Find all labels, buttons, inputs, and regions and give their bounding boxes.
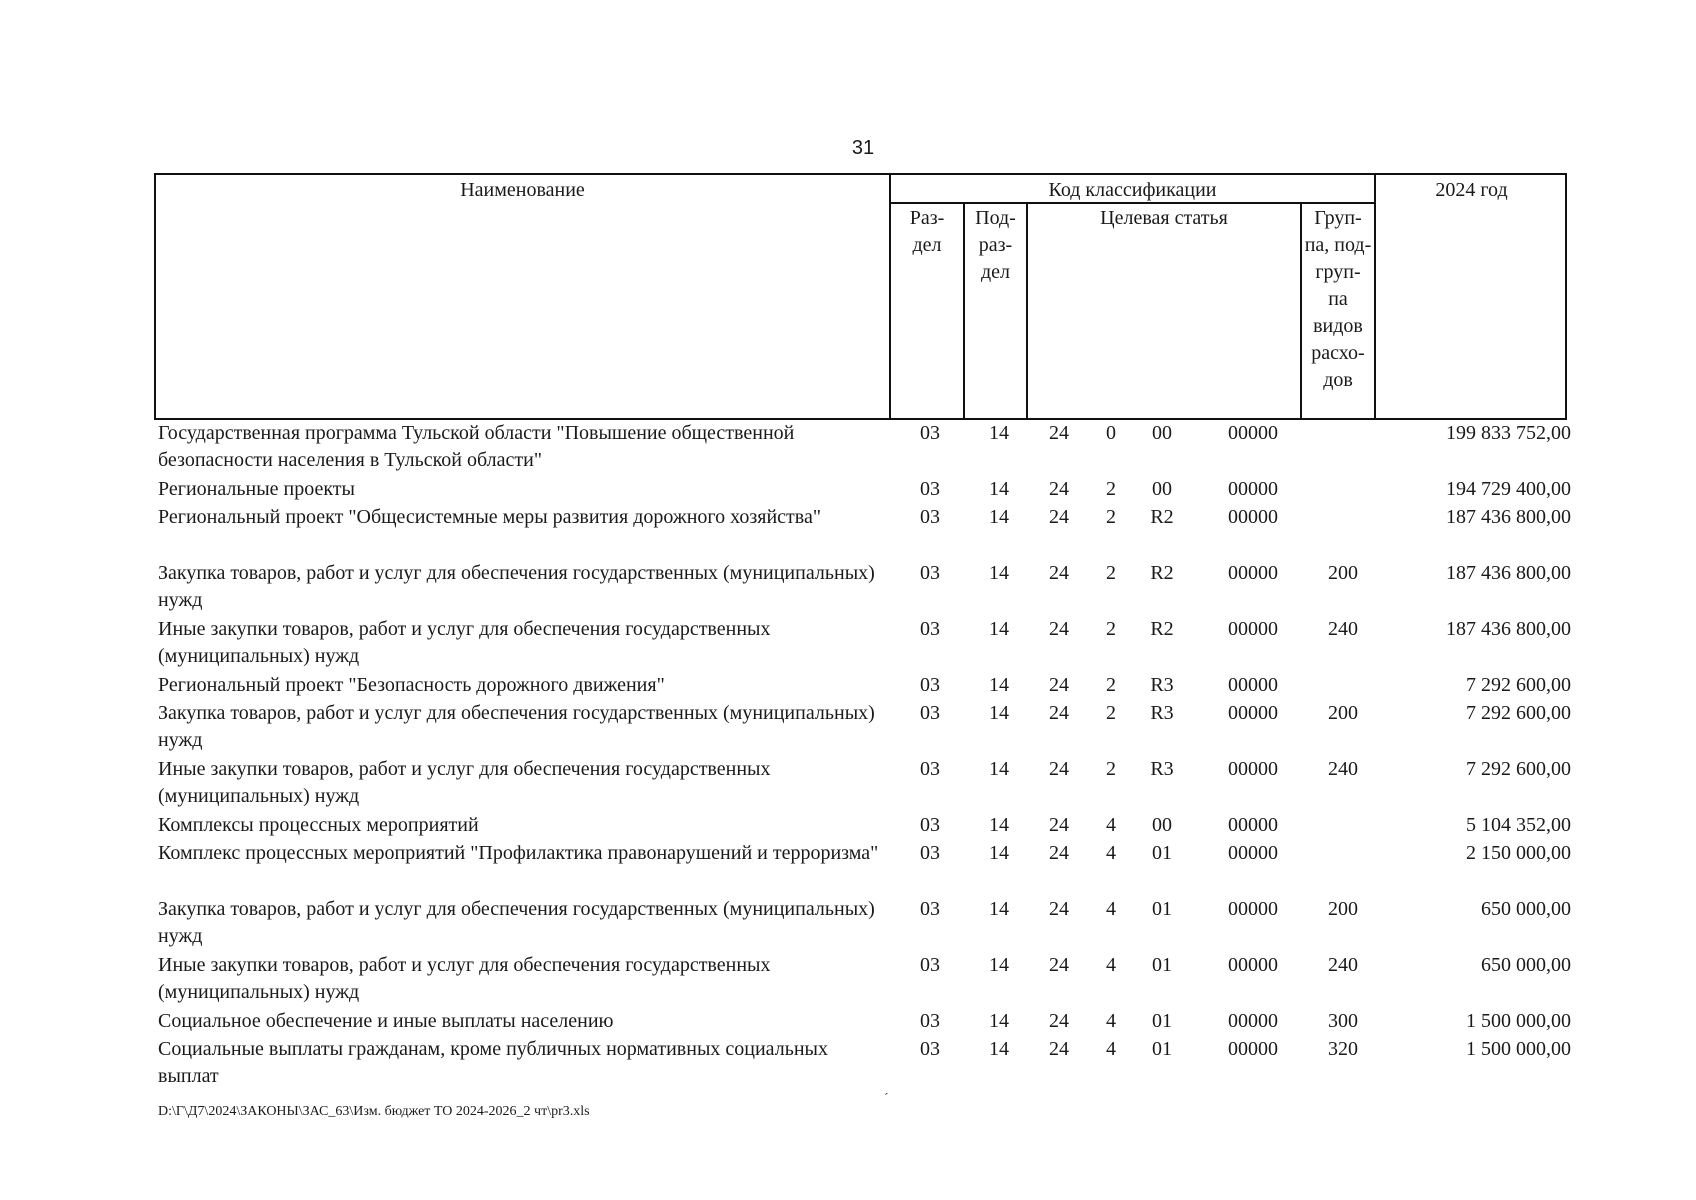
amount-cell: 7 292 600,00 — [1466, 702, 1571, 724]
row-name: Социальное обеспечение и иные выплаты населению — [158, 1010, 614, 1032]
row-name: Региональные проекты — [158, 478, 355, 500]
podrazdel-cell: 14 — [989, 898, 1009, 920]
amount-cell: 194 729 400,00 — [1446, 478, 1571, 500]
podrazdel-cell: 14 — [989, 702, 1009, 724]
razdel-cell: 03 — [920, 898, 940, 920]
row-name: Закупка товаров, работ и услуг для обеспечения государственных (муниципальных) нужд — [158, 702, 875, 751]
table-row — [158, 560, 1571, 616]
amount-cell: 7 292 600,00 — [1466, 674, 1571, 696]
razdel-cell: 03 — [920, 1038, 940, 1060]
target-part4-cell: 00000 — [1228, 758, 1278, 780]
target-part2-cell: 4 — [1106, 842, 1116, 864]
row-name: Комплекс процессных мероприятий "Профилактика правонарушений и терроризма" — [158, 842, 879, 864]
table-row — [158, 1036, 1571, 1092]
target-part4-cell: 00000 — [1228, 1038, 1278, 1060]
target-part1-cell: 24 — [1049, 1010, 1069, 1032]
target-part2-cell: 2 — [1106, 506, 1116, 528]
razdel-cell: 03 — [920, 674, 940, 696]
page-number: 31 — [851, 137, 875, 159]
amount-cell: 650 000,00 — [1481, 954, 1571, 976]
target-part1-cell: 24 — [1049, 898, 1069, 920]
row-name: Региональный проект "Общесистемные меры развития дорожного хозяйства" — [158, 506, 821, 528]
podrazdel-cell: 14 — [989, 814, 1009, 836]
razdel-cell: 03 — [920, 562, 940, 584]
target-part1-cell: 24 — [1049, 674, 1069, 696]
razdel-cell: 03 — [920, 478, 940, 500]
target-part3-cell: 00 — [1152, 422, 1172, 444]
target-part4-cell: 00000 — [1228, 422, 1278, 444]
table-row — [158, 812, 1571, 840]
expense-type-cell: 240 — [1328, 954, 1358, 976]
header-razdel: Раз- дел — [909, 207, 945, 256]
target-part4-cell: 00000 — [1228, 674, 1278, 696]
target-part1-cell: 24 — [1049, 814, 1069, 836]
header-year: 2024 год — [1435, 179, 1508, 201]
target-part2-cell: 4 — [1106, 1038, 1116, 1060]
table-row — [158, 420, 1571, 476]
row-name: Государственная программа Тульской области "Повышение общественной безопасности населения в Тульской области" — [158, 422, 795, 471]
row-name: Комплексы процессных мероприятий — [158, 814, 479, 836]
razdel-cell: 03 — [920, 422, 940, 444]
target-part4-cell: 00000 — [1228, 478, 1278, 500]
amount-cell: 7 292 600,00 — [1466, 758, 1571, 780]
target-part4-cell: 00000 — [1228, 842, 1278, 864]
target-part1-cell: 24 — [1049, 702, 1069, 724]
target-part1-cell: 24 — [1049, 842, 1069, 864]
table-row — [158, 1008, 1571, 1036]
amount-cell: 1 500 000,00 — [1466, 1010, 1571, 1032]
table-row — [158, 840, 1571, 896]
razdel-cell: 03 — [920, 842, 940, 864]
amount-cell: 187 436 800,00 — [1446, 562, 1571, 584]
expense-type-cell: 200 — [1328, 562, 1358, 584]
podrazdel-cell: 14 — [989, 1010, 1009, 1032]
podrazdel-cell: 14 — [989, 478, 1009, 500]
table-header — [154, 173, 1567, 420]
table-row — [158, 476, 1571, 504]
amount-cell: 187 436 800,00 — [1446, 618, 1571, 640]
razdel-cell: 03 — [920, 1010, 940, 1032]
target-part3-cell: 01 — [1152, 1038, 1172, 1060]
podrazdel-cell: 14 — [989, 422, 1009, 444]
table-row — [158, 616, 1571, 672]
target-part1-cell: 24 — [1049, 618, 1069, 640]
header-name: Наименование — [460, 179, 585, 201]
table-row — [158, 700, 1571, 756]
podrazdel-cell: 14 — [989, 506, 1009, 528]
row-name: Иные закупки товаров, работ и услуг для обеспечения государственных (муниципальных) нужд — [158, 954, 771, 1003]
razdel-cell: 03 — [920, 702, 940, 724]
table-row — [158, 896, 1571, 952]
target-part1-cell: 24 — [1049, 562, 1069, 584]
target-part4-cell: 00000 — [1228, 1010, 1278, 1032]
target-part2-cell: 2 — [1106, 478, 1116, 500]
target-part1-cell: 24 — [1049, 758, 1069, 780]
target-part3-cell: 01 — [1152, 954, 1172, 976]
row-name: Иные закупки товаров, работ и услуг для обеспечения государственных (муниципальных) нужд — [158, 618, 771, 667]
target-part3-cell: R2 — [1150, 562, 1174, 584]
target-part2-cell: 2 — [1106, 702, 1116, 724]
target-part4-cell: 00000 — [1228, 702, 1278, 724]
target-part2-cell: 4 — [1106, 954, 1116, 976]
header-vr: Груп- па, под- груп- па видов расхо- дов — [1304, 207, 1372, 391]
podrazdel-cell: 14 — [989, 618, 1009, 640]
amount-cell: 187 436 800,00 — [1446, 506, 1571, 528]
expense-type-cell: 200 — [1328, 898, 1358, 920]
header-podrazdel: Под- раз- дел — [975, 207, 1016, 283]
expense-type-cell: 240 — [1328, 758, 1358, 780]
razdel-cell: 03 — [920, 618, 940, 640]
razdel-cell: 03 — [920, 506, 940, 528]
target-part4-cell: 00000 — [1228, 618, 1278, 640]
table-row — [158, 952, 1571, 1008]
table-row — [158, 672, 1571, 700]
target-part4-cell: 00000 — [1228, 954, 1278, 976]
target-part1-cell: 24 — [1049, 1038, 1069, 1060]
target-part3-cell: R2 — [1150, 506, 1174, 528]
razdel-cell: 03 — [920, 814, 940, 836]
expense-type-cell: 240 — [1328, 618, 1358, 640]
target-part3-cell: R3 — [1150, 758, 1174, 780]
row-name: Закупка товаров, работ и услуг для обеспечения государственных (муниципальных) нужд — [158, 898, 875, 947]
target-part4-cell: 00000 — [1228, 562, 1278, 584]
podrazdel-cell: 14 — [989, 562, 1009, 584]
target-part3-cell: R2 — [1150, 618, 1174, 640]
target-part3-cell: 01 — [1152, 842, 1172, 864]
target-part1-cell: 24 — [1049, 422, 1069, 444]
target-part2-cell: 4 — [1106, 1010, 1116, 1032]
target-part2-cell: 2 — [1106, 562, 1116, 584]
podrazdel-cell: 14 — [989, 1038, 1009, 1060]
row-name: Региональный проект "Безопасность дорожного движения" — [158, 674, 665, 696]
target-part2-cell: 0 — [1106, 422, 1116, 444]
expense-type-cell: 320 — [1328, 1038, 1358, 1060]
razdel-cell: 03 — [920, 954, 940, 976]
header-target: Целевая статья — [1100, 207, 1228, 229]
podrazdel-cell: 14 — [989, 758, 1009, 780]
expense-type-cell: 300 — [1328, 1010, 1358, 1032]
row-name: Закупка товаров, работ и услуг для обеспечения государственных (муниципальных) нужд — [158, 562, 875, 611]
amount-cell: 1 500 000,00 — [1466, 1038, 1571, 1060]
podrazdel-cell: 14 — [989, 674, 1009, 696]
target-part4-cell: 00000 — [1228, 814, 1278, 836]
target-part2-cell: 4 — [1106, 814, 1116, 836]
target-part3-cell: R3 — [1150, 674, 1174, 696]
header-code: Код классификации — [1048, 179, 1217, 201]
podrazdel-cell: 14 — [989, 842, 1009, 864]
target-part2-cell: 2 — [1106, 758, 1116, 780]
target-part2-cell: 2 — [1106, 674, 1116, 696]
target-part1-cell: 24 — [1049, 478, 1069, 500]
expense-type-cell: 200 — [1328, 702, 1358, 724]
target-part4-cell: 00000 — [1228, 506, 1278, 528]
target-part3-cell: R3 — [1150, 702, 1174, 724]
razdel-cell: 03 — [920, 758, 940, 780]
target-part1-cell: 24 — [1049, 506, 1069, 528]
target-part1-cell: 24 — [1049, 954, 1069, 976]
row-name: Социальные выплаты гражданам, кроме публичных нормативных социальных выплат — [158, 1038, 828, 1087]
table-body — [158, 420, 1571, 1092]
target-part3-cell: 01 — [1152, 1010, 1172, 1032]
target-part2-cell: 2 — [1106, 618, 1116, 640]
amount-cell: 2 150 000,00 — [1466, 842, 1571, 864]
target-part3-cell: 01 — [1152, 898, 1172, 920]
target-part3-cell: 00 — [1152, 814, 1172, 836]
target-part4-cell: 00000 — [1228, 898, 1278, 920]
target-part3-cell: 00 — [1152, 478, 1172, 500]
target-part2-cell: 4 — [1106, 898, 1116, 920]
podrazdel-cell: 14 — [989, 954, 1009, 976]
amount-cell: 650 000,00 — [1481, 898, 1571, 920]
amount-cell: 199 833 752,00 — [1446, 422, 1571, 444]
file-path: D:\Г\Д7\2024\ЗАКОНЫ\ЗАС_63\Изм. бюджет ТО 2024-2026_2 чт\pr3.xls — [158, 1104, 590, 1119]
amount-cell: 5 104 352,00 — [1466, 814, 1571, 836]
row-name: Иные закупки товаров, работ и услуг для обеспечения государственных (муниципальных) нужд — [158, 758, 771, 807]
table-row — [158, 504, 1571, 560]
table-row — [158, 756, 1571, 812]
